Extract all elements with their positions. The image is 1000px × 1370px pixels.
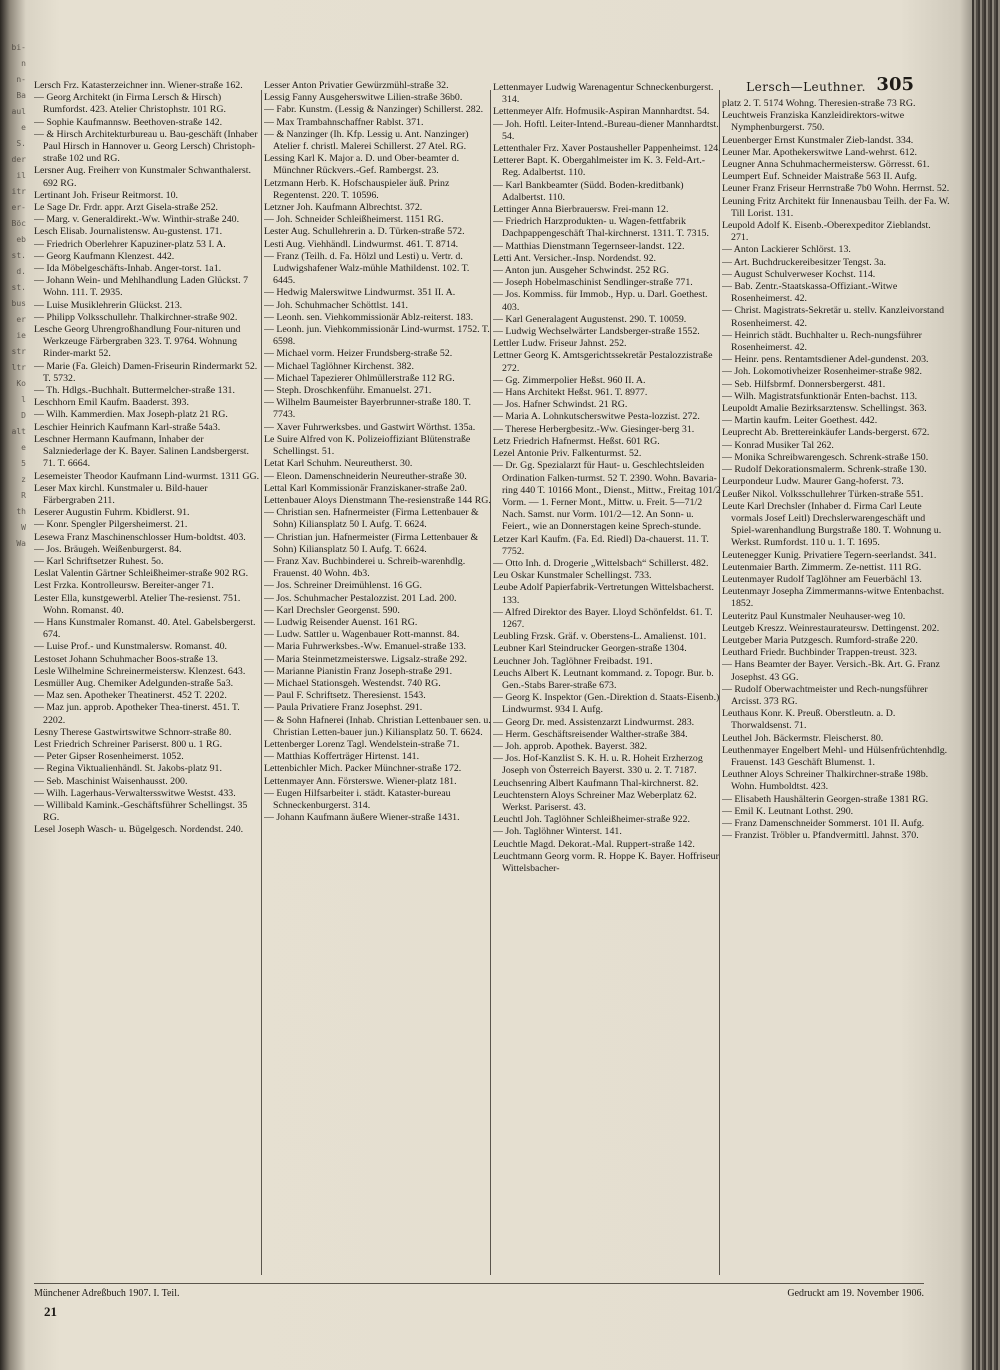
- directory-entry: — Wilh. Magistratsfunktionär Enten-bachst. 113.: [722, 390, 918, 402]
- directory-entry: — Art. Buchdruckereibesitzer Tengst. 3a.: [722, 256, 886, 268]
- directory-entry: — Konrad Musiker Tal 262.: [722, 439, 834, 451]
- directory-entry: Leuenberger Ernst Kunstmaler Zieb-landst. 334.: [722, 134, 914, 146]
- directory-entry: — Wilhelm Baumeister Bayerbrunner-straße 180. T. 7743.: [264, 397, 471, 421]
- directory-entry: — Wilh. Lagerhaus-Verwaltersswitwe Westst. 433.: [34, 787, 236, 799]
- directory-entry: — Jos. Hof-Kanzlist S. K. H. u. R. Hoheit Erzherzog Joseph von Österreich Bayerst. 330 u. 2. T. 7187.: [493, 753, 703, 777]
- directory-entry: — Ludwig Wechselwärter Landsberger-straße 1552.: [493, 326, 700, 338]
- footer-rule: [34, 1283, 924, 1284]
- print-date: Gedruckt am 19. November 1906.: [787, 1288, 924, 1299]
- directory-entry: Leuprecht Ab. Brettereinkäufer Lands-bergerst. 672.: [722, 427, 930, 439]
- adjacent-page-fragment: st.: [11, 251, 26, 260]
- directory-entry: Leuchs Albert K. Leutnant kommand. z. Topogr. Bur. b. Gen.-Stabs Barer-straße 673.: [493, 667, 714, 691]
- directory-entry: — Seb. Maschinist Waisenhausst. 200.: [34, 775, 188, 787]
- directory-entry: Le Sage Dr. Frdr. appr. Arzt Gisela-straße 252.: [34, 202, 219, 214]
- directory-entry: — Michael Taglöhner Kirchenst. 382.: [264, 360, 414, 372]
- directory-entry: Leußer Nikol. Volksschullehrer Türken-straße 551.: [722, 488, 924, 500]
- directory-entry: — Anton jun. Ausgeher Schwindst. 252 RG.: [493, 265, 669, 277]
- directory-column-3: [493, 82, 721, 1282]
- directory-entry: — Joseph Hobelmaschinist Sendlinger-straße 771.: [493, 277, 693, 289]
- directory-entry: Letat Karl Schuhm. Neureutherst. 30.: [264, 458, 413, 470]
- directory-entry: — Leonh. sen. Viehkommissionär Ablz-reiterst. 183.: [264, 311, 474, 323]
- directory-entry: Lesmüller Aug. Chemiker Adelgunden-straße 5a3.: [34, 677, 234, 689]
- directory-entry: platz 2. T. 5174 Wohng. Theresien-straße 73 RG.: [722, 98, 916, 109]
- directory-entry: — Fabr. Kunstm. (Lessig & Nanzinger) Schillerst. 282.: [264, 104, 484, 116]
- directory-entry: — Luise Prof.- und Kunstmalersw. Romanst. 40.: [34, 641, 228, 653]
- page-number: 305: [876, 74, 914, 95]
- directory-entry: Lesser Anton Privatier Gewürzmühl-straße 32.: [264, 80, 449, 91]
- directory-entry: Leuchtl Joh. Taglöhner Schleißheimer-straße 922.: [493, 814, 690, 826]
- directory-entry: Leumpert Euf. Schneider Maistraße 563 II. Aufg.: [722, 171, 917, 183]
- adjacent-page-edge: [0, 0, 28, 1370]
- directory-entry: Lesche Georg Uhrengroßhandlung Four-nituren und Werkzeuge Färbergraben 323. T. 9764. Wohnung Rinder-markt 52.: [34, 324, 241, 360]
- directory-entry: Leserer Augustin Fuhrm. Kbidlerst. 91.: [34, 507, 190, 519]
- directory-entry: — Matthias Kofferträger Hirtenst. 141.: [264, 751, 420, 763]
- directory-entry: Leschhorn Emil Kaufm. Baaderst. 393.: [34, 397, 189, 409]
- directory-entry: — Peter Gipser Rosenheimerst. 1052.: [34, 751, 184, 763]
- directory-entry: Leubling Frzsk. Gräf. v. Oberstens-L. Amalienst. 101.: [493, 631, 707, 643]
- directory-entry: — Steph. Droschkenführ. Emanuelst. 271.: [264, 385, 432, 397]
- directory-entry: — Seb. Hilfsbrmf. Donnersbergerst. 481.: [722, 378, 886, 390]
- directory-entry: Leuchtmann Georg vorm. R. Hoppe K. Bayer. Hoffriseur Wittelsbacher-: [493, 850, 719, 874]
- adjacent-page-fragment: R: [21, 491, 26, 500]
- directory-entry: — Maria A. Lohnkutscherswitwe Pesta-lozzist. 272.: [493, 411, 700, 423]
- directory-entry: — Georg Kaufmann Klenzest. 442.: [34, 250, 175, 262]
- directory-entry: — Eugen Hilfsarbeiter i. städt. Kataster-bureau Schneckenburgerst. 314.: [264, 787, 451, 811]
- adjacent-page-fragment: aul: [11, 107, 26, 116]
- directory-entry: — Maz jun. approb. Apotheker Thea-tinerst. 451. T. 2202.: [34, 702, 240, 726]
- directory-entry: Leuthner Aloys Schreiner Thalkirchner-straße 198b. Wohn. Humboldtst. 423.: [722, 769, 929, 793]
- adjacent-page-fragment: z: [21, 475, 26, 484]
- directory-entry: — Marie (Fa. Gleich) Damen-Friseurin Rindermarkt 52. T. 5732.: [34, 360, 258, 384]
- directory-entry: Lest Frzka. Kontrolleursw. Bereiter-anger 71.: [34, 580, 214, 592]
- directory-entry: Leschier Heinrich Kaufmann Karl-straße 54a3.: [34, 421, 221, 433]
- directory-entry: Leuner Mar. Apothekerswitwe Land-wehrst. 612.: [722, 146, 917, 158]
- directory-entry: Leube Adolf Papierfabrik-Vertretungen Wittelsbacherst. 133.: [493, 582, 714, 606]
- directory-entry: — Georg Architekt (in Firma Lersch & Hirsch) Rumfordst. 423. Atelier Christophstr. 101 RG.: [34, 92, 226, 116]
- directory-entry: — Maria Fuhrwerksbes.-Ww. Emanuel-straße 133.: [264, 641, 467, 653]
- directory-entry: Leuteritz Paul Kunstmaler Neuhauser-weg 10.: [722, 610, 906, 622]
- adjacent-page-fragment: e: [21, 443, 26, 452]
- directory-entry: Lester Aug. Schullehrerin a. D. Türken-straße 572.: [264, 226, 465, 238]
- directory-entry: — Johann Kaufmann äußere Wiener-straße 1431.: [264, 812, 460, 824]
- directory-entry: — Karl Generalagent Augustenst. 290. T. 10059.: [493, 313, 687, 325]
- directory-entry: — Otto Inh. d. Drogerie „Wittelsbach“ Schillerst. 482.: [493, 557, 709, 569]
- adjacent-page-fragment: st.: [11, 283, 26, 292]
- directory-entry: — Georg K. Inspektor (Gen.-Direktion d. Staats-Eisenb.) Lindwurmst. 934 I. Aufg.: [493, 692, 720, 716]
- directory-entry: Lettenmayer Ludwig Warenagentur Schneckenburgerst. 314.: [493, 82, 714, 106]
- directory-entry: — Hedwig Malerswitwe Lindwurmst. 351 II. A.: [264, 287, 456, 299]
- directory-entry: Lersch Frz. Katasterzeichner inn. Wiener-straße 162.: [34, 80, 243, 91]
- directory-entry: — Jos. Schreiner Dreimühlenst. 16 GG.: [264, 580, 422, 592]
- directory-entry: Leschner Hermann Kaufmann, Inhaber der Salzniederlage der K. Bayer. Salinen Landsbergerst. 71. T. 6664.: [34, 433, 250, 470]
- directory-entry: — August Schulverweser Kochst. 114.: [722, 268, 876, 280]
- directory-entry: — Sophie Kaufmannsw. Beethoven-straße 142.: [34, 116, 223, 128]
- directory-entry: — Franzist. Tröbler u. Pfandvermittl. Jahnst. 370.: [722, 830, 919, 842]
- directory-entry: Lester Ella, kunstgewerbl. Atelier The-resienst. 751. Wohn. Romanst. 40.: [34, 592, 241, 616]
- adjacent-page-fragment: er-: [11, 203, 26, 212]
- adjacent-page-fragment: Wa: [16, 539, 26, 548]
- directory-entry: Lesewa Franz Maschinenschlosser Hum-boldtst. 403.: [34, 531, 246, 543]
- directory-entry: — & Hirsch Architekturbureau u. Bau-geschäft (Inhaber Paul Hirsch in Hannover u. Georg Lersch) Christoph-straße 102 und RG.: [34, 128, 258, 165]
- directory-entry: — & Nanzinger (Ih. Kfp. Lessig u. Ant. Nanzinger) Atelier f. christl. Malerei Schillerst. 27 Atel. RG.: [264, 128, 469, 153]
- directory-entry: Lesemeister Theodor Kaufmann Lind-wurmst. 1311 GG.: [34, 470, 260, 482]
- adjacent-page-fragment: th: [16, 507, 26, 516]
- directory-column-1: [34, 80, 262, 1280]
- directory-entry: — Karl Drechsler Georgenst. 590.: [264, 604, 400, 616]
- adjacent-page-fragment: ltr: [11, 363, 26, 372]
- directory-column-4: [722, 98, 950, 1298]
- directory-entry: — Wilh. Kammerdien. Max Joseph-platz 21 RG.: [34, 409, 228, 421]
- adjacent-page-fragment: ie: [16, 331, 26, 340]
- adjacent-page-fragment: n: [21, 59, 26, 68]
- directory-entry: — Franz Xav. Buchbinderei u. Schreib-warenhdlg. Frauenst. 40 Wohn. 4b3.: [264, 555, 466, 580]
- directory-entry: — Johann Wein- und Mehlhandlung Laden Glückst. 7 Wohn. 111. T. 2935.: [34, 275, 249, 299]
- directory-entry: — Joh. approb. Apothek. Bayerst. 382.: [493, 740, 648, 752]
- directory-entry: — Joh. Taglöhner Winterst. 141.: [493, 826, 622, 838]
- directory-column-2: [264, 80, 492, 1280]
- publication-title: Münchener Adreßbuch 1907. I. Teil.: [34, 1288, 180, 1299]
- directory-entry: Leu Oskar Kunstmaler Schellingst. 733.: [493, 570, 652, 582]
- directory-entry: — Konr. Spengler Pilgersheimerst. 21.: [34, 519, 188, 531]
- directory-entry: — Christian sen. Hafnermeister (Firma Lettenbauer & Sohn) Kiliansplatz 50 I. Aufg. T. 6624.: [264, 507, 479, 531]
- directory-entry: Leser Max kirchl. Kunstmaler u. Bild-hauer Färbergraben 211.: [34, 482, 208, 506]
- adjacent-page-fragment: e: [21, 123, 26, 132]
- sheet-number: 21: [44, 1304, 57, 1319]
- directory-entry: — Jos. Hafner Schwindst. 21 RG.: [493, 399, 628, 411]
- directory-entry: — Joh. Lokomotivheizer Rosenheimer-straße 982.: [722, 366, 922, 378]
- directory-entry: — Jos. Bräugeh. Weißenburgerst. 84.: [34, 543, 182, 555]
- directory-entry: — Michael Tapezierer Ohlmüllerstraße 112 RG.: [264, 372, 455, 384]
- directory-entry: — Hans Beamter der Bayer. Versich.-Bk. Art. G. Franz Josephst. 43 GG.: [722, 659, 940, 683]
- directory-entry: — Joh. Schneider Schleißheimerst. 1151 RG.: [264, 214, 444, 226]
- adjacent-page-fragment: itr: [11, 187, 26, 196]
- directory-entry: Leutenmayr Josepha Zimmermanns-witwe Entenbachst. 1852.: [722, 586, 945, 610]
- directory-entry: Leubner Karl Steindrucker Georgen-straße 1304.: [493, 643, 687, 655]
- directory-entry: — Monika Schreibwarengesch. Schrenk-straße 150.: [722, 451, 929, 463]
- page-footer: [34, 1288, 924, 1328]
- directory-entry: Lettinger Anna Bierbrauersw. Frei-mann 12.: [493, 204, 669, 216]
- adjacent-page-fragment: alt: [11, 427, 26, 436]
- adjacent-page-fragment: S.: [16, 139, 26, 148]
- directory-entry: Leuthard Friedr. Buchbinder Trappen-treust. 323.: [722, 647, 917, 659]
- directory-entry: — Regina Viktualienhändl. St. Jakobs-platz 91.: [34, 763, 222, 775]
- directory-entry: — Willibald Kamink.-Geschäftsführer Schellingst. 35 RG.: [34, 799, 248, 824]
- directory-entry: — Gg. Zimmerpolier Heßst. 960 II. A.: [493, 374, 646, 386]
- directory-entry: — Hans Kunstmaler Romanst. 40. Atel. Gabelsbergerst. 674.: [34, 616, 256, 641]
- directory-entry: — Georg Dr. med. Assistenzarzt Lindwurmst. 283.: [493, 716, 695, 728]
- directory-entry: Lettenbichler Mich. Packer Münchner-straße 172.: [264, 763, 462, 775]
- directory-entry: — Karl Bankbeamter (Südd. Boden-kreditbank) Adalbertst. 110.: [493, 179, 684, 203]
- directory-entry: Lertinant Joh. Friseur Reitmorst. 10.: [34, 189, 178, 201]
- directory-entry: Leutenegger Kunig. Privatiere Tegern-seerlandst. 341.: [722, 549, 937, 561]
- directory-entry: — Maria Steinmetzmeisterswe. Ligsalz-straße 292.: [264, 653, 467, 665]
- adjacent-page-fragment: Ko: [16, 379, 26, 388]
- directory-entry: Le Suire Alfred von K. Polizeioffiziant Blütenstraße Schellingst. 51.: [264, 433, 471, 458]
- directory-entry: Lessig Fanny Ausgeherswitwe Lilien-straße 36b0.: [264, 92, 463, 104]
- directory-entry: — Rudolf Oberwachtmeister und Rech-nungsführer Arcisst. 373 RG.: [722, 683, 928, 707]
- directory-entry: Letzer Karl Kaufm. (Fa. Ed. Riedl) Da-chauerst. 11. T. 7752.: [493, 533, 709, 557]
- directory-entry: — Matthias Dienstmann Tegernseer-landst. 122.: [493, 240, 685, 252]
- directory-entry: — Ludwig Reisender Auenst. 161 RG.: [264, 616, 418, 628]
- directory-entry: Leupold Adolf K. Eisenb.-Oberexpeditor Zieblandst. 271.: [722, 220, 931, 244]
- directory-entry: — Rudolf Dekorationsmalerm. Schrenk-straße 130.: [722, 464, 927, 476]
- adjacent-page-fragment: n-: [16, 75, 26, 84]
- directory-entry: — Ludw. Sattler u. Wagenbauer Rott-mannst. 84.: [264, 629, 460, 641]
- adjacent-page-fragment: l: [21, 395, 26, 404]
- adjacent-page-fragment: bi-: [11, 43, 26, 52]
- directory-entry: Leuner Franz Friseur Herrnstraße 7b0 Wohn. Herrnst. 52.: [722, 183, 950, 195]
- directory-entry: — Philipp Volksschullehr. Thalkirchner-straße 902.: [34, 311, 238, 323]
- directory-entry: — Bab. Zentr.-Staatskassa-Offiziant.-Witwe Rosenheimerst. 42.: [722, 281, 898, 305]
- directory-entry: Leutenmayer Rudolf Taglöhner am Feuerbächl 13.: [722, 573, 922, 585]
- directory-entry: — Therese Herbergbesitz.-Ww. Giesinger-berg 31.: [493, 423, 695, 435]
- directory-entry: Lettler Ludw. Friseur Jahnst. 252.: [493, 338, 627, 350]
- directory-entry: Leugner Anna Schuhmachermeistersw. Görresst. 61.: [722, 159, 930, 171]
- directory-entry: Lesel Joseph Wasch- u. Bügelgesch. Nordendst. 240.: [34, 824, 244, 836]
- directory-entry: — Michael vorm. Heizer Frundsberg-straße 52.: [264, 348, 453, 360]
- adjacent-page-fragment: der: [11, 155, 26, 164]
- directory-entry: Leslat Valentin Gärtner Schleißheimer-straße 902 RG.: [34, 568, 249, 580]
- directory-entry: — Christian jun. Hafnermeister (Firma Lettenbauer & Sohn) Kiliansplatz 50 I. Aufg. T. 6624.: [264, 531, 479, 555]
- directory-entry: — Franz Damenschneider Sommerst. 101 II. Aufg.: [722, 817, 925, 829]
- directory-entry: Leuthenmayer Engelbert Mehl- und Hülsenfrüchtenhdlg. Frauenst. 143 Geschäft Blumenst. 1.: [722, 744, 948, 768]
- directory-entry: — Joh. Schuhmacher Schöttlst. 141.: [264, 299, 408, 311]
- directory-entry: Lestoset Johann Schuhmacher Boos-straße 13.: [34, 653, 219, 665]
- directory-entry: — Jos. Kommiss. für Immob., Hyp. u. Darl. Goethest. 403.: [493, 289, 708, 313]
- directory-entry: Lezel Antonie Priv. Falkenturmst. 52.: [493, 448, 642, 460]
- directory-entry: Leuchsenring Albert Kaufmann Thal-kirchnerst. 82.: [493, 777, 699, 789]
- directory-entry: — Friedrich Oberlehrer Kapuziner-platz 53 I. A.: [34, 238, 226, 250]
- directory-entry: Lest Friedrich Schreiner Pariserst. 800 u. 1 RG.: [34, 738, 223, 750]
- directory-entry: Letti Ant. Versicher.-Insp. Nordendst. 92.: [493, 252, 657, 264]
- directory-entry: — Th. Hdlgs.-Buchhalt. Buttermelcher-straße 131.: [34, 385, 235, 397]
- directory-entry: Lettenthaler Frz. Xaver Postausheller Pappenheimst. 124.: [493, 143, 721, 155]
- directory-entry: Leuchtle Magd. Dekorat.-Mal. Ruppert-straße 142.: [493, 838, 695, 850]
- directory-entry: — Franz (Teilh. d. Fa. Hölzl und Lesti) u. Vertr. d. Ludwigshafener Walz-mühle Mathildenst. 102. T. 6445.: [264, 250, 470, 287]
- adjacent-page-fragment: str: [11, 347, 26, 356]
- adjacent-page-fragment: Böc: [11, 219, 26, 228]
- directory-entry: Leutgeber Maria Putzgesch. Rumford-straße 220.: [722, 634, 918, 646]
- directory-entry: Lettner Georg K. Amtsgerichtssekretär Pestalozzistraße 272.: [493, 350, 713, 374]
- adjacent-page-fragment: eb: [16, 235, 26, 244]
- directory-entry: — Martin kaufm. Leiter Goethest. 442.: [722, 415, 878, 427]
- directory-entry: — & Sohn Hafnerei (Inhab. Christian Lettenbauer sen. u. Christian Letten-bauer jun.) Kiliansplatz 50. T. 6624.: [264, 714, 491, 738]
- directory-entry: — Emil K. Leutnant Lothst. 290.: [722, 805, 854, 817]
- book-page-edges: [972, 0, 1000, 1370]
- directory-entry: Leupoldt Amalie Bezirksarztensw. Schellingst. 363.: [722, 403, 927, 415]
- directory-entry: Leuchtenstern Aloys Schreiner Maz Weberplatz 62. Werkst. Pariserst. 43.: [493, 789, 697, 813]
- directory-entry: — Elisabeth Haushälterin Georgen-straße 1381 RG.: [722, 793, 929, 805]
- directory-entry: — Xaver Fuhrwerksbes. und Gastwirt Wörthst. 135a.: [264, 421, 476, 433]
- directory-entry: — Eleon. Damenschneiderin Neureuther-straße 30.: [264, 470, 467, 482]
- directory-entry: — Hans Architekt Heßst. 961. T. 8977.: [493, 387, 648, 399]
- directory-entry: Lesny Therese Gastwirtswitwe Schnorr-straße 80.: [34, 726, 232, 738]
- directory-entry: Lettenmayer Ann. Försterswe. Wiener-platz 181.: [264, 775, 457, 787]
- directory-entry: — Jos. Schuhmacher Pestalozzist. 201 Lad. 200.: [264, 592, 457, 604]
- directory-entry: — Marianne Pianistin Franz Joseph-straße 291.: [264, 665, 453, 677]
- directory-entry: — Heinrich städt. Buchhalter u. Rech-nungsführer Rosenheimerst. 42.: [722, 329, 922, 354]
- directory-entry: Leutenmaier Barth. Zimmerm. Ze-nettist. 111 RG.: [722, 561, 922, 573]
- directory-entry: — Max Trambahnschaffner Rablst. 371.: [264, 116, 424, 128]
- directory-entry: Leutgeb Kreszz. Weinrestaurateursw. Dettingenst. 202.: [722, 622, 940, 634]
- directory-entry: Leuchtweis Franziska Kanzleidirektors-witwe Nymphenburgerst. 750.: [722, 110, 905, 134]
- directory-entry: Leuchner Joh. Taglöhner Freibadst. 191.: [493, 655, 653, 667]
- directory-entry: Letzmann Herb. K. Hofschauspieler äuß. Prinz Regentenst. 220. T. 10596.: [264, 177, 450, 201]
- directory-entry: — Luise Musiklehrerin Glückst. 213.: [34, 299, 183, 311]
- adjacent-page-fragment: D: [21, 411, 26, 420]
- directory-entry: — Marg. v. Generaldirekt.-Ww. Winthir-straße 240.: [34, 214, 240, 226]
- directory-entry: Lersner Aug. Freiherr von Kunstmaler Schwanthalerst. 692 RG.: [34, 165, 251, 189]
- directory-entry: Leurpondeur Ludw. Maurer Gang-hoferst. 73.: [722, 476, 904, 488]
- directory-entry: — Joh. Hoftl. Leiter-Intend.-Bureau-diener Mannhardtst. 54.: [493, 118, 719, 142]
- adjacent-page-fragment: 5: [21, 459, 26, 468]
- directory-entry: Letzner Joh. Kaufmann Albrechtst. 372.: [264, 202, 423, 214]
- directory-entry: — Heinr. pens. Rentamtsdiener Adel-gundenst. 203.: [722, 354, 929, 366]
- directory-entry: Letterer Bapt. K. Obergahlmeister im K. 3. Feld-Art.-Reg. Adalbertst. 110.: [493, 155, 706, 179]
- directory-entry: Lesch Elisab. Journalistensw. Au-gustenst. 171.: [34, 226, 223, 238]
- adjacent-page-fragment: W: [21, 523, 26, 532]
- running-head: Lersch—Leuthner.: [746, 80, 866, 94]
- directory-entry: — Ida Möbelgeschäfts-Inhab. Anger-torst. 1a1.: [34, 263, 222, 275]
- directory-entry: — Paula Privatiere Franz Josephst. 291.: [264, 702, 423, 714]
- adjacent-page-fragment: er: [16, 315, 26, 324]
- directory-entry: Lesle Wilhelmine Schreinermeistersw. Klenzest. 643.: [34, 665, 246, 677]
- directory-entry: — Michael Stationsgeh. Westendst. 740 RG.: [264, 677, 441, 689]
- directory-entry: Leuning Fritz Architekt für Innenausbau Teilh. der Fa. W. Till Lorist. 131.: [722, 195, 950, 219]
- directory-entry: — Maz sen. Apotheker Theatinerst. 452 T. 2202.: [34, 690, 227, 702]
- directory-entry: Leuthel Joh. Bäckermstr. Fleischerst. 80.: [722, 732, 884, 744]
- directory-entry: — Christ. Magistrats-Sekretär u. stellv. Kanzleivorstand Rosenheimerst. 42.: [722, 305, 945, 329]
- directory-entry: Lettal Karl Kommissionär Franziskaner-straße 2a0.: [264, 482, 467, 494]
- directory-entry: — Paul F. Schriftsetz. Theresienst. 1543.: [264, 690, 426, 702]
- directory-entry: Leute Karl Drechsler (Inhaber d. Firma Carl Leute vormals Josef Leitl) Drechslerwarengeschäft und Spiel-warenhandlung Burgstraße 180. T. Wohnung u. Werkst. Rumfordst. 110 u. 1. T. 1695.: [722, 500, 942, 549]
- adjacent-page-fragment: d.: [16, 267, 26, 276]
- adjacent-page-fragment: Ba: [16, 91, 26, 100]
- directory-entry: Lessing Karl K. Major a. D. und Ober-beamter d. Münchner Rückvers.-Gef. Rambergst. 23.: [264, 153, 460, 177]
- directory-entry: — Karl Schriftsetzer Ruhest. 5o.: [34, 555, 164, 567]
- directory-entry: — Herm. Geschäftsreisender Walther-straße 384.: [493, 728, 688, 740]
- directory-entry: — Alfred Direktor des Bayer. Lloyd Schönfeldst. 61. T. 1267.: [493, 606, 713, 630]
- directory-entry: — Dr. Gg. Spezialarzt für Haut- u. Geschlechtsleiden Ordination Falken-turmst. 52 T. 2390. Wohn. Bavaria-ring 440 T. 10166 Mont., Dienst., Mittw., Freitag 101/2 Vorm. — 1. Ferner Mont., Mittw. u. Freit. 5—71/2 Nach. Samst. nur Vorm. 101/2—12. An Sonn- u. Feiert., wie an Donnerstagen keine Sprech-stunde.: [493, 460, 721, 533]
- directory-entry: Lettenmeyer Alfr. Hofmusik-Aspiran Mannhardtst. 54.: [493, 106, 710, 118]
- directory-entry: — Anton Lackierer Schlörst. 13.: [722, 244, 851, 256]
- adjacent-page-fragment: il: [16, 171, 26, 180]
- adjacent-page-fragment: bus: [11, 299, 26, 308]
- directory-entry: — Leonh. jun. Viehkommissionär Lind-wurmst. 1752. T. 6598.: [264, 324, 490, 348]
- directory-entry: Letz Friedrich Hafnermst. Heßst. 601 RG.: [493, 435, 660, 447]
- directory-entry: Lettenberger Lorenz Tagl. Wendelstein-straße 71.: [264, 738, 460, 750]
- directory-entry: — Friedrich Harzprodukten- u. Wagen-fettfabrik Dachpappengeschäft Thal-kirchnerst. 1311. T. 7315.: [493, 216, 709, 240]
- directory-entry: Lesti Aug. Viehhändl. Lindwurmst. 461. T. 8714.: [264, 238, 459, 250]
- directory-entry: Lettenbauer Aloys Dienstmann The-resienstraße 144 RG.: [264, 494, 491, 506]
- directory-entry: Leuthaus Konr. K. Preuß. Oberstleutn. a. D. Thorwaldsenst. 71.: [722, 708, 896, 732]
